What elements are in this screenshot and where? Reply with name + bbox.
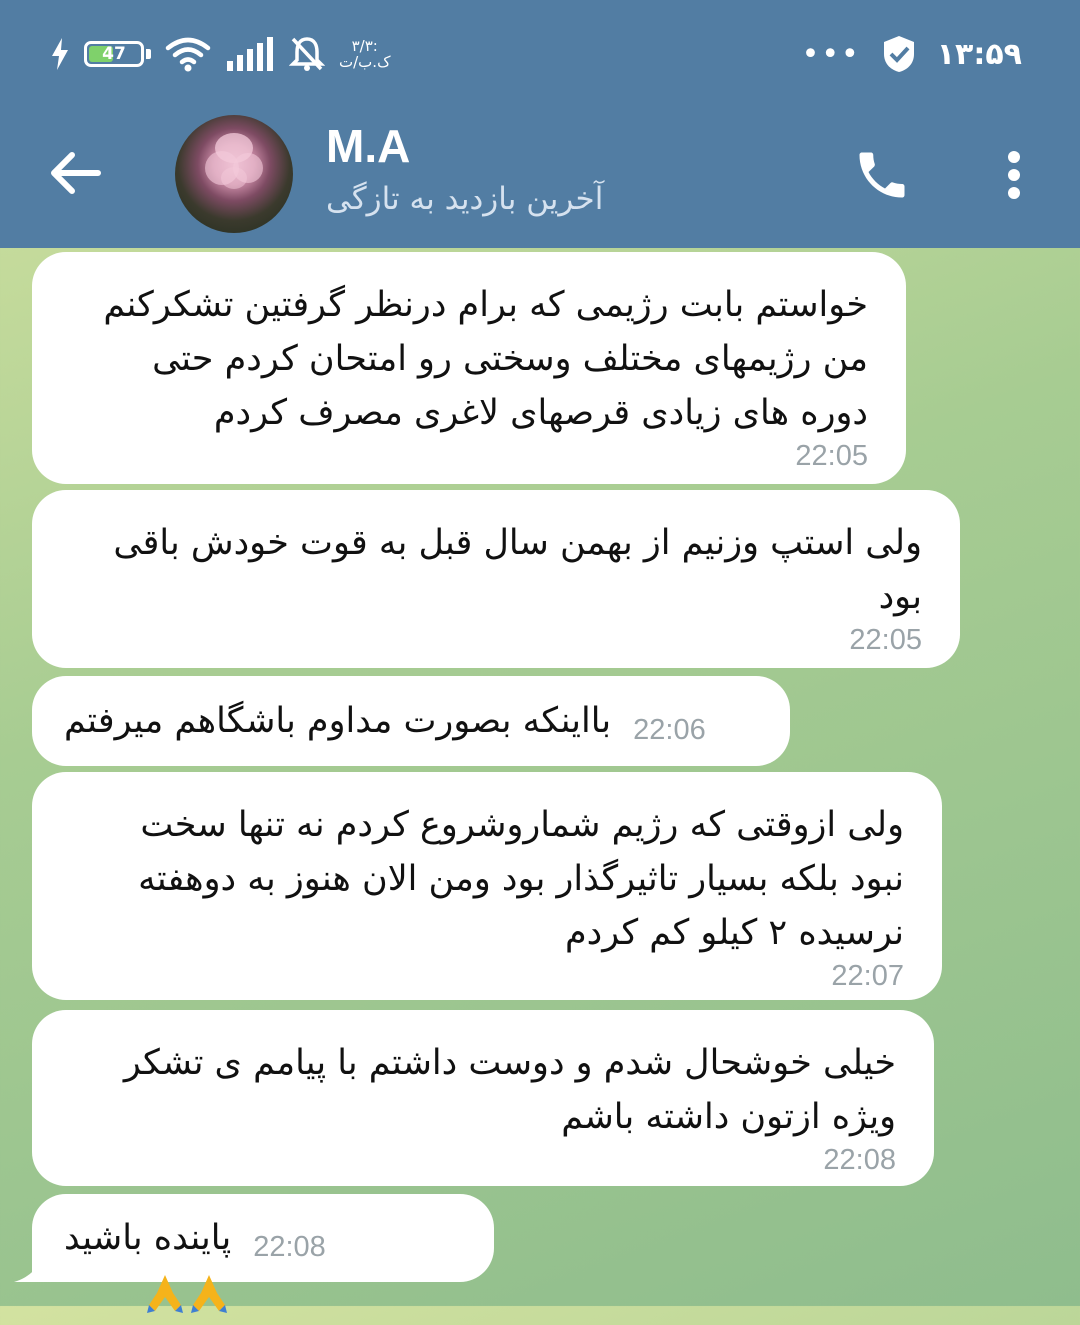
battery-level: 47 [102, 44, 126, 64]
folded-hands-icon [143, 1271, 187, 1313]
status-icons-left [50, 30, 391, 78]
message-bubble[interactable] [32, 252, 906, 484]
message-bubble[interactable] [32, 490, 960, 668]
status-icons-right [802, 30, 1022, 78]
status-date [339, 38, 391, 70]
message-time: 22:07 [831, 960, 904, 992]
status-date-bottom: ک.ب/ت [339, 53, 391, 71]
message-text: ولی ازوقتی که رژیم شماروشروع کردم نه تنها سخت نبود بلکه بسیار تاثیرگذار بود ومن الان هنوز به دوهفته نرسیده ۲ کیلو کم کردم [138, 805, 904, 953]
message-text: خیلی خوشحال شدم و دوست داشتم با پیامم ی تشکر ویژه ازتون داشته باشم [123, 1043, 896, 1137]
phone-icon [852, 145, 912, 205]
message-bubble[interactable] [32, 772, 942, 1000]
muted-bell-icon [289, 35, 325, 73]
battery-icon [84, 41, 144, 67]
message-text [64, 1151, 231, 1325]
message-time: 22:06 [633, 713, 706, 746]
chat-header [0, 105, 1080, 248]
message-time: 22:08 [253, 1230, 326, 1263]
arrow-left-icon [44, 141, 108, 205]
avatar[interactable] [175, 115, 293, 233]
back-button[interactable] [44, 141, 108, 205]
folded-hands-icon [187, 1271, 231, 1313]
message-text: ولی استپ وزنیم از بهمن سال قبل به قوت خودش باقی بود [113, 523, 922, 617]
last-seen-status: آخرین بازدید به تازگی [326, 181, 604, 217]
shield-check-icon [881, 34, 917, 74]
vertical-dots-icon [990, 145, 1038, 205]
message-bubble[interactable] [32, 676, 790, 766]
message-text-content: پاینده باشید [64, 1218, 232, 1258]
message-bubble[interactable] [32, 1194, 494, 1282]
battery-tip [146, 49, 151, 59]
call-button[interactable] [852, 145, 912, 205]
more-notifications-icon: ••• [801, 36, 861, 72]
status-date-top: ۳/۳: [351, 37, 378, 55]
message-text: بااینکه بصورت مداوم باشگاهم میرفتم [64, 701, 612, 741]
contact-name[interactable]: M.A [326, 120, 411, 172]
charging-bolt-icon [50, 38, 70, 70]
message-time: 22:08 [823, 1144, 896, 1176]
message-time: 22:05 [795, 440, 868, 472]
more-options-button[interactable] [990, 145, 1038, 205]
message-time: 22:05 [849, 624, 922, 656]
signal-icon [225, 37, 275, 71]
wifi-icon [165, 36, 211, 72]
message-text: خواستم بابت رژیمی که برام درنظر گرفتین تشکرکنم من رژیمهای مختلف وسختی رو امتحان کردم حتی دوره های زیادی قرصهای لاغری مصرف کردم [103, 285, 868, 433]
status-bar [0, 0, 1080, 105]
bubble-tail [14, 1256, 44, 1282]
clock: ۱۳:۵۹ [936, 36, 1022, 72]
